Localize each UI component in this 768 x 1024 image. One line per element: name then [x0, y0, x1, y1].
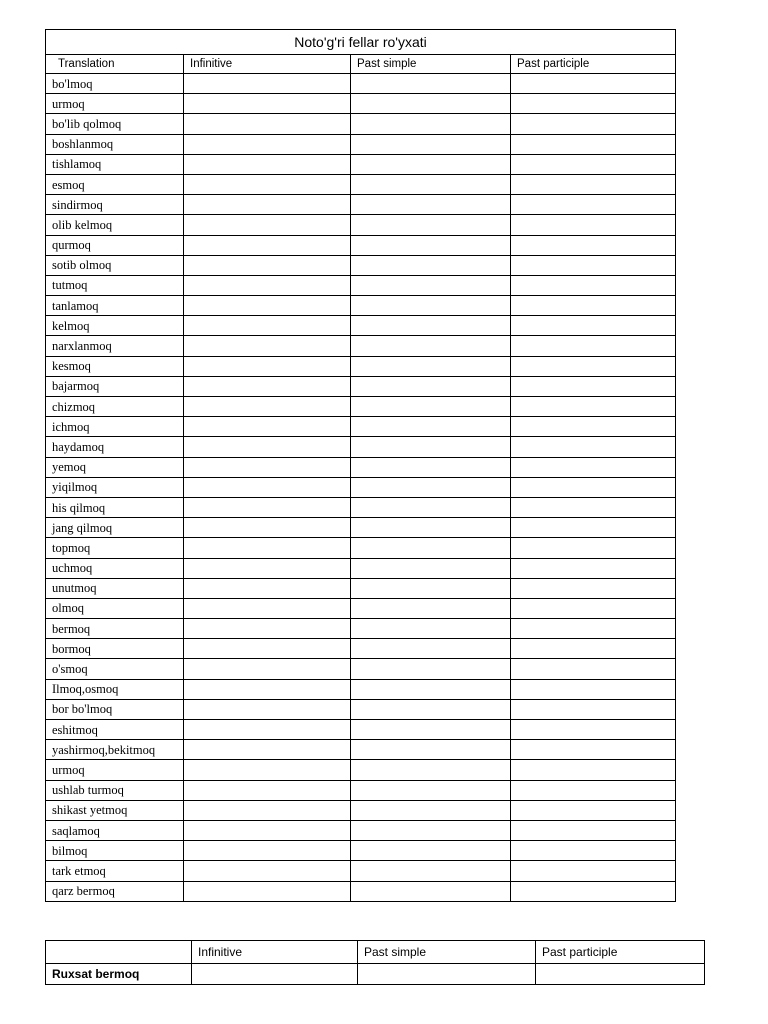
translation-cell: chizmoq [46, 397, 184, 417]
table-row [46, 437, 676, 457]
table-row [46, 275, 676, 295]
blank-cell[interactable] [511, 376, 676, 396]
blank-cell[interactable] [351, 154, 511, 174]
blank-cell[interactable] [184, 659, 351, 679]
table-row [46, 780, 676, 800]
blank-cell[interactable] [184, 154, 351, 174]
blank-cell[interactable] [511, 639, 676, 659]
blank-cell[interactable] [351, 417, 511, 437]
column-header: Past participle [511, 55, 676, 74]
translation-cell: narxlanmoq [46, 336, 184, 356]
blank-cell[interactable] [184, 437, 351, 457]
blank-cell[interactable] [511, 558, 676, 578]
table-row [46, 376, 676, 396]
blank-cell[interactable] [511, 800, 676, 820]
table-row [46, 195, 676, 215]
table-row [46, 154, 676, 174]
blank-cell[interactable] [511, 255, 676, 275]
table-row [46, 215, 676, 235]
blank-cell[interactable] [184, 861, 351, 881]
translation-cell: bor bo'lmoq [46, 699, 184, 719]
table-row [46, 174, 676, 194]
blank-cell[interactable] [351, 296, 511, 316]
translation-cell: boshlanmoq [46, 134, 184, 154]
table-title: Noto'g'ri fellar ro'yxati [46, 30, 676, 55]
blank-cell[interactable] [184, 195, 351, 215]
blank-cell[interactable] [184, 94, 351, 114]
translation-cell: uchmoq [46, 558, 184, 578]
translation-cell: ichmoq [46, 417, 184, 437]
blank-cell[interactable] [184, 740, 351, 760]
table-row [46, 820, 676, 840]
blank-cell[interactable] [511, 316, 676, 336]
table-row [46, 114, 676, 134]
blank-cell[interactable] [351, 598, 511, 618]
blank-cell[interactable] [511, 497, 676, 517]
blank-cell[interactable] [351, 619, 511, 639]
table-row [46, 881, 676, 901]
blank-cell[interactable] [351, 760, 511, 780]
blank-cell[interactable] [184, 336, 351, 356]
blank-cell[interactable] [511, 397, 676, 417]
blank-cell[interactable] [351, 740, 511, 760]
translation-cell: sindirmoq [46, 195, 184, 215]
blank-cell[interactable] [184, 316, 351, 336]
table-row [46, 679, 676, 699]
blank-cell[interactable] [351, 74, 511, 94]
translation-cell: bo'lmoq [46, 74, 184, 94]
blank-cell[interactable] [351, 800, 511, 820]
blank-cell[interactable] [511, 619, 676, 639]
blank-cell[interactable] [184, 598, 351, 618]
table-row [46, 659, 676, 679]
translation-cell: bo'lib qolmoq [46, 114, 184, 134]
blank-cell[interactable] [511, 134, 676, 154]
translation-cell: tutmoq [46, 275, 184, 295]
blank-cell[interactable] [351, 558, 511, 578]
blank-cell[interactable] [511, 578, 676, 598]
table-row [46, 861, 676, 881]
blank-cell[interactable] [351, 497, 511, 517]
blank-cell[interactable] [511, 457, 676, 477]
table-row [46, 255, 676, 275]
table-row [46, 558, 676, 578]
blank-cell[interactable] [511, 154, 676, 174]
table-row [46, 477, 676, 497]
translation-cell: qurmoq [46, 235, 184, 255]
table-row [46, 134, 676, 154]
translation-cell: eshitmoq [46, 720, 184, 740]
table-row [46, 964, 705, 985]
blank-cell[interactable] [351, 134, 511, 154]
column-header: Translation [46, 55, 184, 74]
translation-cell: Ilmoq,osmoq [46, 679, 184, 699]
blank-cell[interactable] [184, 235, 351, 255]
blank-cell[interactable] [351, 699, 511, 719]
blank-cell[interactable] [351, 397, 511, 417]
blank-cell[interactable] [511, 861, 676, 881]
blank-cell[interactable] [351, 780, 511, 800]
translation-cell: jang qilmoq [46, 518, 184, 538]
blank-cell[interactable] [511, 417, 676, 437]
blank-cell[interactable] [351, 881, 511, 901]
blank-cell[interactable] [184, 134, 351, 154]
blank-cell[interactable] [511, 740, 676, 760]
blank-cell[interactable] [511, 296, 676, 316]
table-row [46, 578, 676, 598]
table-row [46, 497, 676, 517]
blank-cell[interactable] [351, 114, 511, 134]
translation-cell: Ruxsat bermoq [46, 964, 192, 985]
table-row [46, 760, 676, 780]
blank-cell[interactable] [351, 316, 511, 336]
blank-cell[interactable] [511, 820, 676, 840]
translation-cell: kelmoq [46, 316, 184, 336]
blank-cell[interactable] [351, 235, 511, 255]
blank-cell[interactable] [511, 679, 676, 699]
table-row [46, 699, 676, 719]
translation-cell: tanlamoq [46, 296, 184, 316]
blank-cell[interactable] [351, 861, 511, 881]
blank-cell[interactable] [184, 275, 351, 295]
translation-cell: olib kelmoq [46, 215, 184, 235]
blank-cell[interactable] [184, 578, 351, 598]
blank-cell[interactable] [351, 336, 511, 356]
blank-cell[interactable] [351, 376, 511, 396]
blank-cell[interactable] [351, 518, 511, 538]
translation-cell: his qilmoq [46, 497, 184, 517]
table-row [46, 397, 676, 417]
translation-cell: shikast yetmoq [46, 800, 184, 820]
column-header: Past participle [536, 941, 705, 964]
blank-cell[interactable] [511, 94, 676, 114]
blank-cell[interactable] [511, 215, 676, 235]
blank-cell[interactable] [184, 639, 351, 659]
table-row [46, 538, 676, 558]
table-row [46, 720, 676, 740]
table-row [46, 518, 676, 538]
blank-cell[interactable] [184, 679, 351, 699]
blank-cell[interactable] [351, 679, 511, 699]
translation-cell: yashirmoq,bekitmoq [46, 740, 184, 760]
verbs-table [45, 29, 676, 902]
table-row [46, 639, 676, 659]
blank-cell[interactable] [351, 720, 511, 740]
translation-cell: olmoq [46, 598, 184, 618]
translation-cell: bormoq [46, 639, 184, 659]
blank-cell[interactable] [184, 780, 351, 800]
blank-cell[interactable] [511, 275, 676, 295]
table-row [46, 841, 676, 861]
blank-cell[interactable] [184, 296, 351, 316]
blank-cell[interactable] [184, 881, 351, 901]
blank-cell[interactable] [184, 760, 351, 780]
blank-cell[interactable] [351, 437, 511, 457]
blank-cell[interactable] [184, 417, 351, 437]
column-header: Past simple [358, 941, 536, 964]
blank-cell[interactable] [351, 255, 511, 275]
table-row [46, 619, 676, 639]
blank-cell[interactable] [351, 538, 511, 558]
translation-cell: sotib olmoq [46, 255, 184, 275]
blank-cell[interactable] [184, 255, 351, 275]
table-row [46, 457, 676, 477]
blank-cell[interactable] [536, 964, 705, 985]
table-row [46, 356, 676, 376]
translation-cell: kesmoq [46, 356, 184, 376]
blank-cell[interactable] [184, 477, 351, 497]
blank-cell[interactable] [511, 598, 676, 618]
blank-cell[interactable] [351, 841, 511, 861]
blank-cell[interactable] [351, 215, 511, 235]
blank-cell[interactable] [511, 174, 676, 194]
blank-cell[interactable] [184, 376, 351, 396]
blank-cell[interactable] [511, 74, 676, 94]
translation-cell: qarz bermoq [46, 881, 184, 901]
translation-cell: yemoq [46, 457, 184, 477]
blank-cell[interactable] [511, 538, 676, 558]
blank-cell[interactable] [184, 699, 351, 719]
table-row [46, 417, 676, 437]
blank-cell[interactable] [358, 964, 536, 985]
blank-cell[interactable] [511, 780, 676, 800]
blank-cell[interactable] [184, 800, 351, 820]
translation-cell: bajarmoq [46, 376, 184, 396]
column-header: Infinitive [192, 941, 358, 964]
blank-cell[interactable] [511, 699, 676, 719]
table-row [46, 74, 676, 94]
blank-cell[interactable] [351, 639, 511, 659]
blank-cell[interactable] [184, 720, 351, 740]
blank-cell[interactable] [184, 538, 351, 558]
table-row [46, 235, 676, 255]
table-row [46, 598, 676, 618]
blank-cell[interactable] [184, 841, 351, 861]
blank-cell[interactable] [351, 94, 511, 114]
blank-cell[interactable] [184, 497, 351, 517]
blank-cell[interactable] [184, 518, 351, 538]
column-header: Past simple [351, 55, 511, 74]
blank-cell[interactable] [511, 437, 676, 457]
column-header [46, 941, 192, 964]
blank-cell[interactable] [184, 74, 351, 94]
blank-cell[interactable] [184, 457, 351, 477]
example-table [45, 940, 705, 985]
blank-cell[interactable] [351, 578, 511, 598]
translation-cell: haydamoq [46, 437, 184, 457]
table-row [46, 316, 676, 336]
translation-cell: bilmoq [46, 841, 184, 861]
blank-cell[interactable] [184, 820, 351, 840]
blank-cell[interactable] [511, 659, 676, 679]
translation-cell: o'smoq [46, 659, 184, 679]
blank-cell[interactable] [511, 720, 676, 740]
blank-cell[interactable] [511, 477, 676, 497]
blank-cell[interactable] [351, 659, 511, 679]
translation-cell: topmoq [46, 538, 184, 558]
blank-cell[interactable] [351, 457, 511, 477]
table-row [46, 336, 676, 356]
blank-cell[interactable] [511, 235, 676, 255]
blank-cell[interactable] [351, 356, 511, 376]
blank-cell[interactable] [184, 114, 351, 134]
blank-cell[interactable] [511, 518, 676, 538]
table-row [46, 740, 676, 760]
blank-cell[interactable] [511, 336, 676, 356]
translation-cell: urmoq [46, 94, 184, 114]
table-row [46, 296, 676, 316]
blank-cell[interactable] [351, 174, 511, 194]
blank-cell[interactable] [184, 215, 351, 235]
blank-cell[interactable] [192, 964, 358, 985]
blank-cell[interactable] [351, 820, 511, 840]
translation-cell: yiqilmoq [46, 477, 184, 497]
blank-cell[interactable] [184, 356, 351, 376]
translation-cell: esmoq [46, 174, 184, 194]
translation-cell: unutmoq [46, 578, 184, 598]
blank-cell[interactable] [351, 477, 511, 497]
blank-cell[interactable] [511, 881, 676, 901]
translation-cell: tishlamoq [46, 154, 184, 174]
translation-cell: bermoq [46, 619, 184, 639]
blank-cell[interactable] [184, 558, 351, 578]
translation-cell: tark etmoq [46, 861, 184, 881]
blank-cell[interactable] [184, 619, 351, 639]
blank-cell[interactable] [511, 114, 676, 134]
blank-cell[interactable] [184, 397, 351, 417]
blank-cell[interactable] [511, 841, 676, 861]
translation-cell: saqlamoq [46, 820, 184, 840]
translation-cell: urmoq [46, 760, 184, 780]
blank-cell[interactable] [511, 356, 676, 376]
table-row [46, 800, 676, 820]
blank-cell[interactable] [511, 195, 676, 215]
column-header: Infinitive [184, 55, 351, 74]
blank-cell[interactable] [511, 760, 676, 780]
blank-cell[interactable] [184, 174, 351, 194]
translation-cell: ushlab turmoq [46, 780, 184, 800]
blank-cell[interactable] [351, 275, 511, 295]
blank-cell[interactable] [351, 195, 511, 215]
table-row [46, 94, 676, 114]
